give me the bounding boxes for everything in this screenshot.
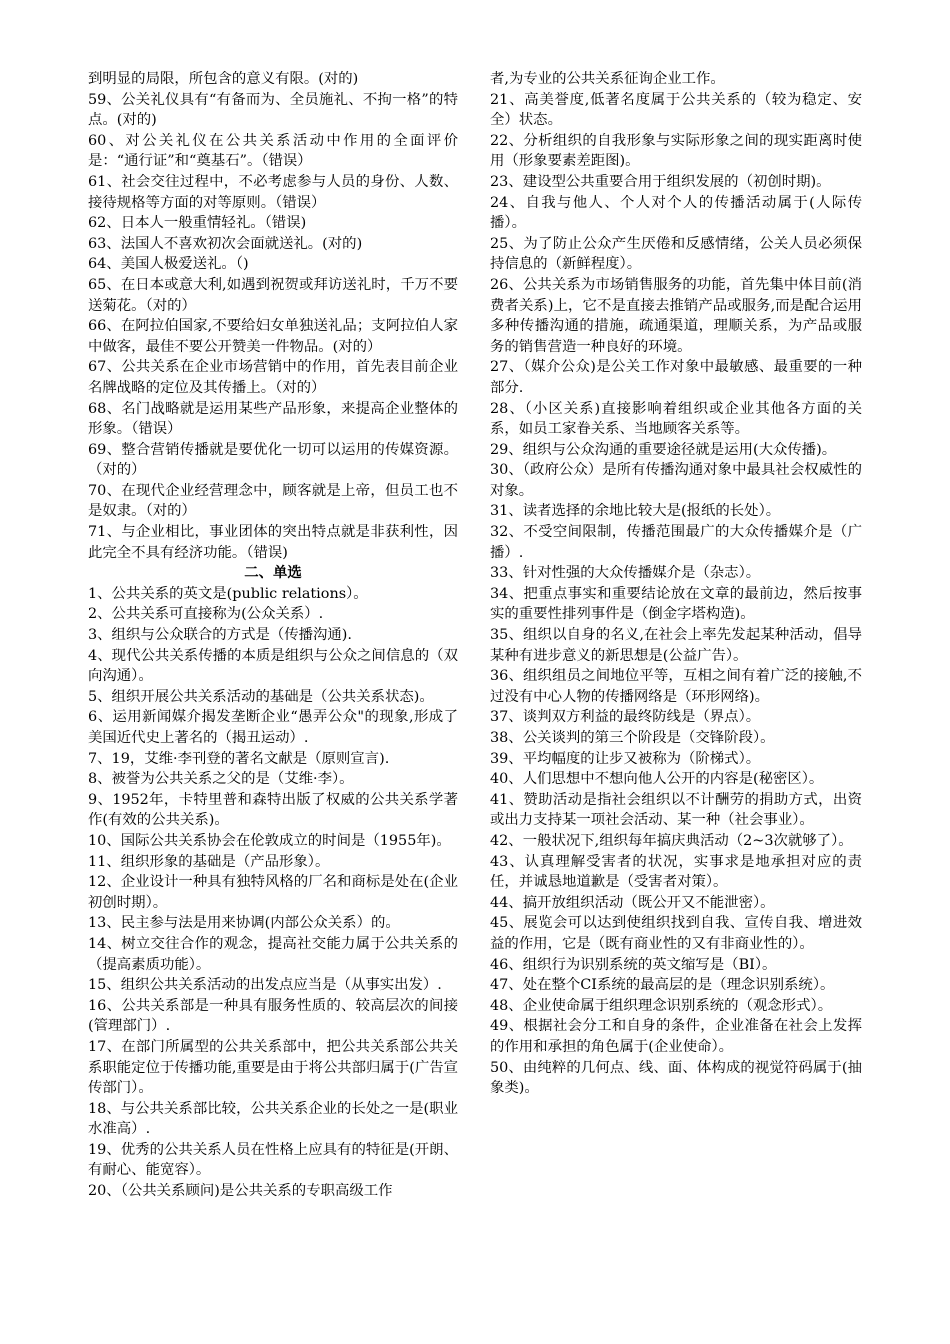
question-item: 9、1952年，卡特里普和森特出版了权威的公共关系学著作(有效的公共关系)。 [88,791,458,829]
question-item: 者,为专业的公共关系征询企业工作。 [490,71,725,87]
question-item: 10、国际公共关系协会在伦敦成立的时间是（1955年)。 [88,832,451,849]
question-item: 35、组织以自身的名义,在社会上率先发起某种活动，倡导某种有进步意义的新思想是(公益广告）。 [490,627,862,664]
right-column [490,69,862,1099]
question-item: 59、公关礼仪具有“有备而为、全员施礼、不拘一格”的特点。(对的) [88,91,458,129]
question-item: 23、建设型公共重要合用于组织发展的（初创时期)。 [490,173,831,190]
question-item: 19、优秀的公共关系人员在性格上应具有的特征是(开朗、有耐心、能宽容）。 [88,1141,458,1179]
question-item: 45、展览会可以达到使组织找到自我、宣传自我、增进效益的作用，它是（既有商业性的又有非商业性的）。 [490,915,862,952]
question-item: 39、平均幅度的让步又被称为（阶梯式）。 [490,750,761,767]
question-item: 34、把重点事实和重要结论放在文章的最前边，然后按事实的重要性排列事件是（倒金字塔构造)。 [490,585,862,623]
question-item: 5、组织开展公共关系活动的基础是（公共关系状态)。 [88,688,434,705]
question-item: 31、读者选择的余地比较大是(报纸的长处）。 [490,503,781,520]
question-item: 14、树立交往合作的观念，提高社交能力属于公共关系的（提高素质功能）。 [88,935,458,973]
question-item: 12、企业设计一种具有独特风格的厂名和商标是处在(企业初创时期）。 [88,874,458,911]
question-item: 49、根据社会分工和自身的条件，企业准备在社会上发挥的作用和承担的角色属于(企业使命）。 [490,1018,862,1055]
left-column [88,69,458,1202]
question-item: 65、在日本或意大利,如遇到祝贺或拜访送礼时，千万不要送菊花。（对的） [88,276,458,314]
question-item: 1、公共关系的英文是(public relations）。 [88,585,368,602]
question-item: 7、19，艾维·李刊登的著名文献是（原则宣言). [88,750,390,767]
question-item: 2、公共关系可直接称为(公众关系）. [88,606,324,623]
question-item: 64、美国人极爱送礼。（) [88,256,249,273]
question-item: 32、不受空间限制，传播范围最广的大众传播媒介是（广播）. [490,524,862,561]
single-choice-list [88,584,458,1202]
question-item: 38、公关谈判的第三个阶段是（交锋阶段）。 [490,730,775,746]
question-item: 63、法国人不喜欢初次会面就送礼。(对的) [88,235,363,252]
question-item: 到明显的局限，所包含的意义有限。(对的) [88,71,359,87]
question-item: 15、组织公共关系活动的出发点应当是（从事实出发）. [88,977,442,994]
question-item: 25、为了防止公众产生厌倦和反感情绪，公关人员必须保持信息的（新鲜程度）。 [490,235,862,273]
question-item: 43、认真理解受害者的状况，实事求是地承担对应的责任，并诚恳地道歉是（受害者对策）。 [490,853,862,891]
question-item: 44、搞开放组织活动（既公开又不能泄密）。 [490,894,775,911]
question-item: 47、处在整个CI系统的最高层的是（理念识别系统）。 [490,977,835,994]
question-item: 6、运用新闻媒介揭发垄断企业“愚弄公众"的现象,形成了美国近代史上著名的（揭丑运动）. [88,709,458,746]
question-item: 37、谈判双方利益的最终防线是（界点）。 [490,709,761,726]
question-item: 16、公共关系部是一种具有服务性质的、较高层次的间接(管理部门）. [88,997,458,1035]
question-item: 68、名门战略就是运用某些产品形象，来提高企业整体的形象。（错误） [88,400,458,438]
question-item: 70、在现代企业经营理念中，顾客就是上帝，但员工也不是奴隶。（对的） [88,482,458,520]
question-item: 40、人们思想中不想向他人公开的内容是(秘密区）。 [490,771,824,788]
question-item: 18、与公共关系部比较，公共关系企业的长处之一是(职业水准高）. [88,1100,458,1138]
question-item: 60、对公关礼仪在公共关系活动中作用的全面评价是：“通行证”和“奠基石”。（错误） [88,132,458,170]
question-item: 27、（媒介公众)是公关工作对象中最敏感、最重要的一种部分. [490,359,862,396]
question-item: 30、（政府公众）是所有传播沟通对象中最具社会权威性的对象。 [490,462,862,499]
section-heading: 二、单选 [244,564,302,582]
question-item: 71、与企业相比，事业团体的突出特点就是非获利性，因此完全不具有经济功能。（错误) [88,524,458,561]
question-item: 28、（小区关系)直接影响着组织或企业其他各方面的关系，如员工家眷关系、当地顾客关系等。 [490,400,862,438]
question-item: 69、整合营销传播就是要优化一切可以运用的传媒资源。（对的） [88,441,458,479]
question-item: 46、组织行为识别系统的英文缩写是（BI）。 [490,956,777,973]
question-item: 3、组织与公众联合的方式是（传播沟通). [88,627,352,644]
question-item: 26、公共关系为市场销售服务的功能，首先集中体目前(消费者关系)上，它不是直接去推销产品或服务,而是配合运用多种传播沟通的措施，疏通渠道，理顺关系，为产品或服务的销售营造一种良好的环境。 [490,276,862,355]
question-item: 50、由纯粹的几何点、线、面、体构成的视觉符码属于(抽象类)。 [490,1059,862,1097]
question-item: 48、企业使命属于组织理念识别系统的（观念形式）。 [490,997,833,1014]
single-choice-list-continued [490,69,862,1099]
question-item: 29、组织与公众沟通的重要途径就是运用(大众传播)。 [490,441,837,458]
question-item: 17、在部门所属型的公共关系部中，把公共关系部公共关系职能定位于传播功能,重要是由于将公共部归属于(广告宣传部门）。 [88,1038,458,1097]
question-item: 66、在阿拉伯国家,不要给妇女单独送礼品；支阿拉伯人家中做客，最佳不要公开赞美一件物品。(对的） [88,318,458,355]
question-item: 22、分析组织的自我形象与实际形象之间的现实距离时使用（形象要素差距图)。 [490,132,862,170]
question-item: 62、日本人一般重情轻礼。（错误) [88,215,307,232]
true-false-list [88,69,458,563]
question-item: 36、组织组员之间地位平等，互相之间有着广泛的接触,不过没有中心人物的传播网络是（环形网络)。 [490,668,862,705]
question-item: 8、被誉为公共关系之父的是（艾维·李）。 [88,771,354,788]
question-item: 24、自我与他人、个人对个人的传播活动属于(人际传播）。 [490,194,862,232]
question-item: 41、赞助活动是指社会组织以不计酬劳的捐助方式，出资或出力支持某一项社会活动、某一种（社会事业）。 [490,791,862,829]
question-item: 11、组织形象的基础是（产品形象）。 [88,853,330,870]
question-item: 67、公共关系在企业市场营销中的作用，首先表目前企业名牌战略的定位及其传播上。（对的） [88,359,458,396]
question-item: 42、一般状况下,组织每年搞庆典活动（2~3次就够了）。 [490,832,853,849]
question-item: 61、社会交往过程中，不必考虑参与人员的身份、人数、接待规格等方面的对等原则。（错误） [88,173,458,211]
question-item: 21、高美誉度,低著名度属于公共关系的（较为稳定、安全）状态。 [490,91,862,129]
question-item: 20、（公共关系顾问)是公共关系的专职高级工作 [88,1183,393,1200]
question-item: 13、民主参与法是用来协调(内部公众关系）的。 [88,915,400,932]
question-item: 4、现代公共关系传播的本质是组织与公众之间信息的（双向沟通）。 [88,647,458,685]
question-item: 33、针对性强的大众传播媒介是（杂志）。 [490,565,761,582]
